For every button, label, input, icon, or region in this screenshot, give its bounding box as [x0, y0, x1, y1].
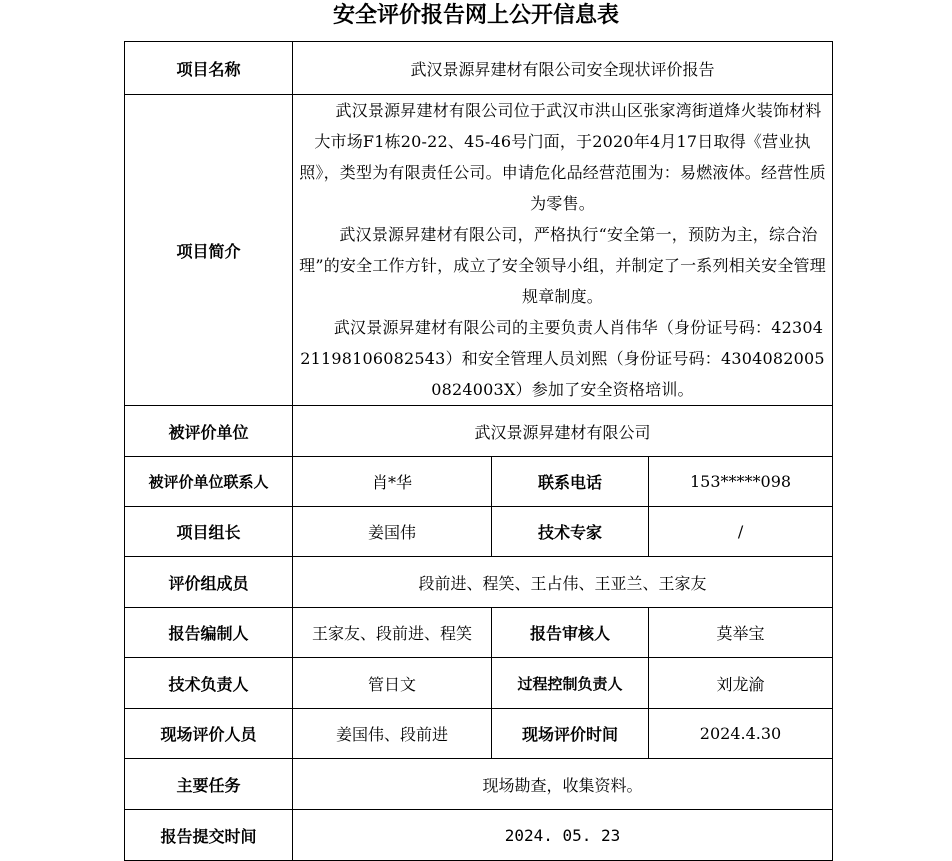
label-evaluated-unit: 被评价单位	[125, 406, 293, 457]
label-project-name: 项目名称	[125, 42, 293, 95]
value-tech-expert: /	[649, 507, 833, 557]
value-main-task: 现场勘查，收集资料。	[293, 759, 833, 810]
row-evaluated-unit	[125, 406, 833, 457]
label-site-staff: 现场评价人员	[125, 709, 293, 759]
value-project-name: 武汉景源昇建材有限公司安全现状评价报告	[293, 42, 833, 95]
row-main-task	[125, 759, 833, 810]
value-evaluated-unit: 武汉景源昇建材有限公司	[293, 406, 833, 457]
label-report-reviewer: 报告审核人	[492, 608, 649, 658]
value-unit-contact: 肖*华	[293, 457, 492, 507]
row-submit-time	[125, 810, 833, 861]
value-team-members: 段前进、程笑、王占伟、王亚兰、王家友	[293, 557, 833, 608]
value-tech-lead: 管日文	[293, 658, 492, 709]
row-team-members	[125, 557, 833, 608]
label-project-intro: 项目简介	[125, 95, 293, 406]
value-team-leader: 姜国伟	[293, 507, 492, 557]
label-team-leader: 项目组长	[125, 507, 293, 557]
value-phone: 153*****098	[649, 457, 833, 507]
row-tech-lead	[125, 658, 833, 709]
value-project-intro	[293, 95, 833, 406]
value-process-control: 刘龙渝	[649, 658, 833, 709]
intro-paragraph: 武汉景源昇建材有限公司的主要负责人肖伟华（身份证号码：423042119810608​2543）和安全管理人员刘熙（身份证号码：43040820050824003X）参加了安全资格培训。	[300, 318, 825, 399]
value-report-author: 王家友、段前进、程笑	[293, 608, 492, 658]
row-contact	[125, 457, 833, 507]
row-team-leader	[125, 507, 833, 557]
row-site-evaluation	[125, 709, 833, 759]
row-project-name	[125, 42, 833, 95]
label-submit-time: 报告提交时间	[125, 810, 293, 861]
label-unit-contact: 被评价单位联系人	[125, 457, 293, 507]
value-site-staff: 姜国伟、段前进	[293, 709, 492, 759]
label-team-members: 评价组成员	[125, 557, 293, 608]
value-submit-time: 2024. 05. 23	[293, 810, 833, 861]
label-site-time: 现场评价时间	[492, 709, 649, 759]
label-process-control: 过程控制负责人	[492, 658, 649, 709]
label-report-author: 报告编制人	[125, 608, 293, 658]
value-report-reviewer: 莫举宝	[649, 608, 833, 658]
intro-paragraph: 武汉景源昇建材有限公司位于武汉市洪山区张家湾街道烽火装饰材料大市场F1栋20-22、45-46号门面，于2020年4月17日取得《营业执照》，类型为有限责任公司。申请危化品经营范围为：易燃液体。经营性质为零售。	[299, 101, 826, 213]
intro-paragraph: 武汉景源昇建材有限公司，严格执行“安全第一，预防为主，综合治理”的安全工作方针，成立了安全领导小组，并制定了一系列相关安全管理规章制度。	[299, 225, 826, 306]
info-table	[124, 41, 833, 861]
row-project-intro	[125, 95, 833, 406]
label-tech-expert: 技术专家	[492, 507, 649, 557]
label-phone: 联系电话	[492, 457, 649, 507]
label-tech-lead: 技术负责人	[125, 658, 293, 709]
label-main-task: 主要任务	[125, 759, 293, 810]
row-report-author	[125, 608, 833, 658]
page-title: 安全评价报告网上公开信息表	[332, 3, 619, 28]
value-site-time: 2024.4.30	[649, 709, 833, 759]
